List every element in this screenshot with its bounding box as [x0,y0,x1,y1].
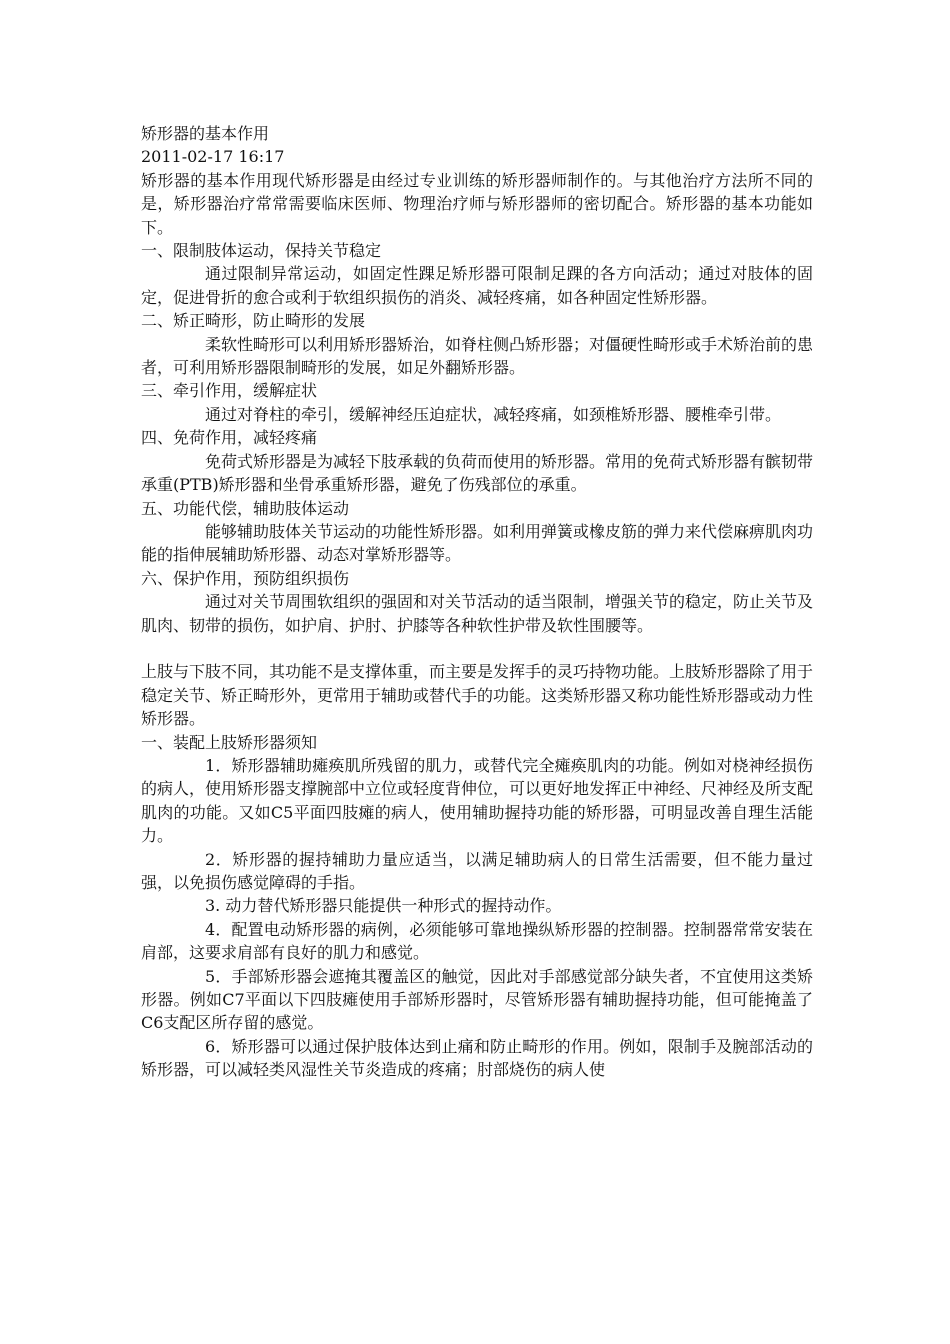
upper-limb-heading: 一、装配上肢矫形器须知 [141,732,318,752]
document-page [141,122,813,1082]
note-item-6: 6．矫形器可以通过保护肢体达到止痛和防止畸形的作用。例如，限制手及腕部活动的矫形器，可以减轻类风湿性关节炎造成的疼痛；肘部烧伤的病人使 [141,1036,813,1080]
blank-line [141,637,813,660]
note-item-2: 2．矫形器的握持辅助力量应适当，以满足辅助病人的日常生活需要，但不能力量过强，以免损伤感觉障碍的手指。 [141,849,813,892]
section-heading-2: 二、矫正畸形，防止畸形的发展 [141,311,366,331]
section-body-3: 通过对脊柱的牵引，缓解神经压迫症状，减轻疼痛，如颈椎矫形器、腰椎牵引带。 [205,404,782,424]
section-heading-4: 四、免荷作用，减轻疼痛 [141,428,318,448]
section-body-2: 柔软性畸形可以利用矫形器矫治，如脊柱侧凸矫形器；对僵硬性畸形或手术矫治前的患者，可利用矫形器限制畸形的发展，如足外翻矫形器。 [141,334,814,378]
document-title: 矫形器的基本作用 [141,124,270,143]
note-item-4: 4．配置电动矫形器的病例，必须能够可靠地操纵矫形器的控制器。控制器常常安装在肩部，这要求肩部有良好的肌力和感觉。 [141,919,813,963]
section-heading-3: 三、牵引作用，缓解症状 [141,381,318,401]
section-body-4: 免荷式矫形器是为减轻下肢承载的负荷而使用的矫形器。常用的免荷式矫形器有髌韧带承重(PTB)矫形器和坐骨承重矫形器，避免了伤残部位的承重。 [141,451,814,495]
section-body-1: 通过限制异常运动，如固定性踝足矫形器可限制足踝的各方向活动；通过对肢体的固定，促进骨折的愈合或利于软组织损伤的消炎、减轻疼痛，如各种固定性矫形器。 [141,264,813,307]
section-heading-1: 一、限制肢体运动，保持关节稳定 [141,241,382,261]
section-body-5: 能够辅助肢体关节运动的功能性矫形器。如利用弹簧或橡皮筋的弹力来代偿麻痹肌肉功能的指伸展辅助矫形器、动态对掌矫形器等。 [141,521,814,565]
note-item-1: 1．矫形器辅助瘫痪肌所残留的肌力，或替代完全瘫痪肌肉的功能。例如对桡神经损伤的病人，使用矫形器支撑腕部中立位或轻度背伸位，可以更好地发挥正中神经、尺神经及所支配肌肉的功能。又如C5平面四肢瘫的病人，使用辅助握持功能的矫形器，可明显改善自理生活能力。 [141,755,814,846]
intro-paragraph: 矫形器的基本作用现代矫形器是由经过专业训练的矫形器师制作的。与其他治疗方法所不同的是，矫形器治疗常常需要临床医师、物理治疗师与矫形器师的密切配合。矫形器的基本功能如下。 [141,170,813,237]
section-body-6: 通过对关节周围软组织的强固和对关节活动的适当限制，增强关节的稳定，防止关节及肌肉、韧带的损伤，如护肩、护肘、护膝等各种软性护带及软性围腰等。 [141,592,814,635]
upper-limb-intro-paragraph: 上肢与下肢不同，其功能不是支撑体重，而主要是发挥手的灵巧持物功能。上肢矫形器除了用于稳定关节、矫正畸形外，更常用于辅助或替代手的功能。这类矫形器又称功能性矫形器或动力性矫形器。 [141,662,814,729]
section-heading-6: 六、保护作用，预防组织损伤 [141,568,350,588]
document-date: 2011-02-17 16:17 [141,147,285,167]
section-heading-5: 五、功能代偿，辅助肢体运动 [141,498,350,518]
note-item-5: 5．手部矫形器会遮掩其覆盖区的触觉，因此对手部感觉部分缺失者，不宜使用这类矫形器。例如C7平面以下四肢瘫使用手部矫形器时，尽管矫形器有辅助握持功能，但可能掩盖了C6支配区所存留的感觉。 [141,966,813,1033]
note-item-3: 3. 动力替代矫形器只能提供一种形式的握持动作。 [205,896,562,916]
